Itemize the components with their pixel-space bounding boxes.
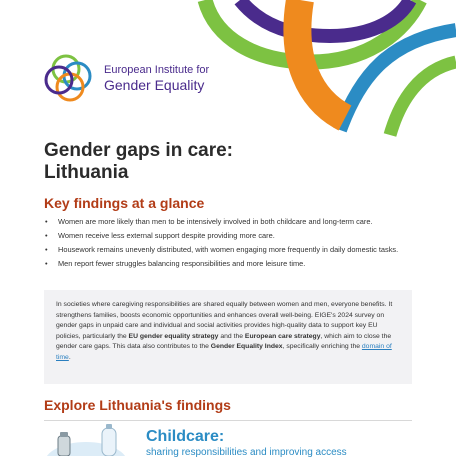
list-item: • Men report fewer struggles balancing responsibilities and more leisure time.: [44, 258, 424, 269]
list-item: • Housework remains unevenly distributed, with women engaging more frequently in daily domestic tasks.: [44, 244, 424, 255]
org-name-line1: European Institute for: [104, 64, 210, 76]
key-findings-list: [44, 216, 424, 272]
page-title-line1: Gender gaps in care:: [44, 140, 234, 161]
key-findings-heading: Key findings at a glance: [44, 195, 205, 211]
intro-box: [44, 290, 412, 384]
page-title: [44, 140, 233, 184]
intro-text: , which aim to close the gender care gaps. This data also contributes to the: [56, 332, 392, 351]
eige-logo-icon: [44, 52, 98, 106]
org-name-line2: Gender Equality: [104, 77, 205, 93]
list-item: • Women receive less external support despite providing more care.: [44, 230, 424, 241]
intro-text: and the: [218, 332, 245, 340]
gender-equality-index: Gender Equality Index: [210, 343, 283, 351]
list-item: • Women are more likely than men to be intensively involved in both childcare and long-term care.: [44, 216, 424, 227]
explore-heading: Explore Lithuania's findings: [44, 397, 231, 413]
intro-text: .: [68, 353, 71, 361]
org-name: [104, 64, 209, 94]
childcare-illustration-icon: [44, 424, 134, 456]
eige-logo[interactable]: [44, 52, 244, 106]
divider: [44, 420, 412, 421]
eu-gender-equality-strategy: EU gender equality strategy: [128, 332, 219, 340]
domain-of-time-link[interactable]: domain of time: [56, 343, 392, 361]
intro-text: In societies where caregiving responsibilities are shared equally between women and men, everyone benefits. It strengthens families, boosts economic opportunities and enhances overall well-being. EIGE's 2024 survey on gender gaps in unpaid care and individual and social activities provides high-quality data to support key EU policies, particularly the: [56, 301, 393, 340]
intro-text: , specifically enriching the: [282, 343, 362, 351]
childcare-title: Childcare:: [146, 428, 225, 445]
european-care-strategy: European care strategy: [244, 332, 321, 340]
childcare-subtitle: sharing responsibilities and improving access: [146, 447, 347, 458]
page-title-line2: Lithuania: [44, 162, 129, 183]
